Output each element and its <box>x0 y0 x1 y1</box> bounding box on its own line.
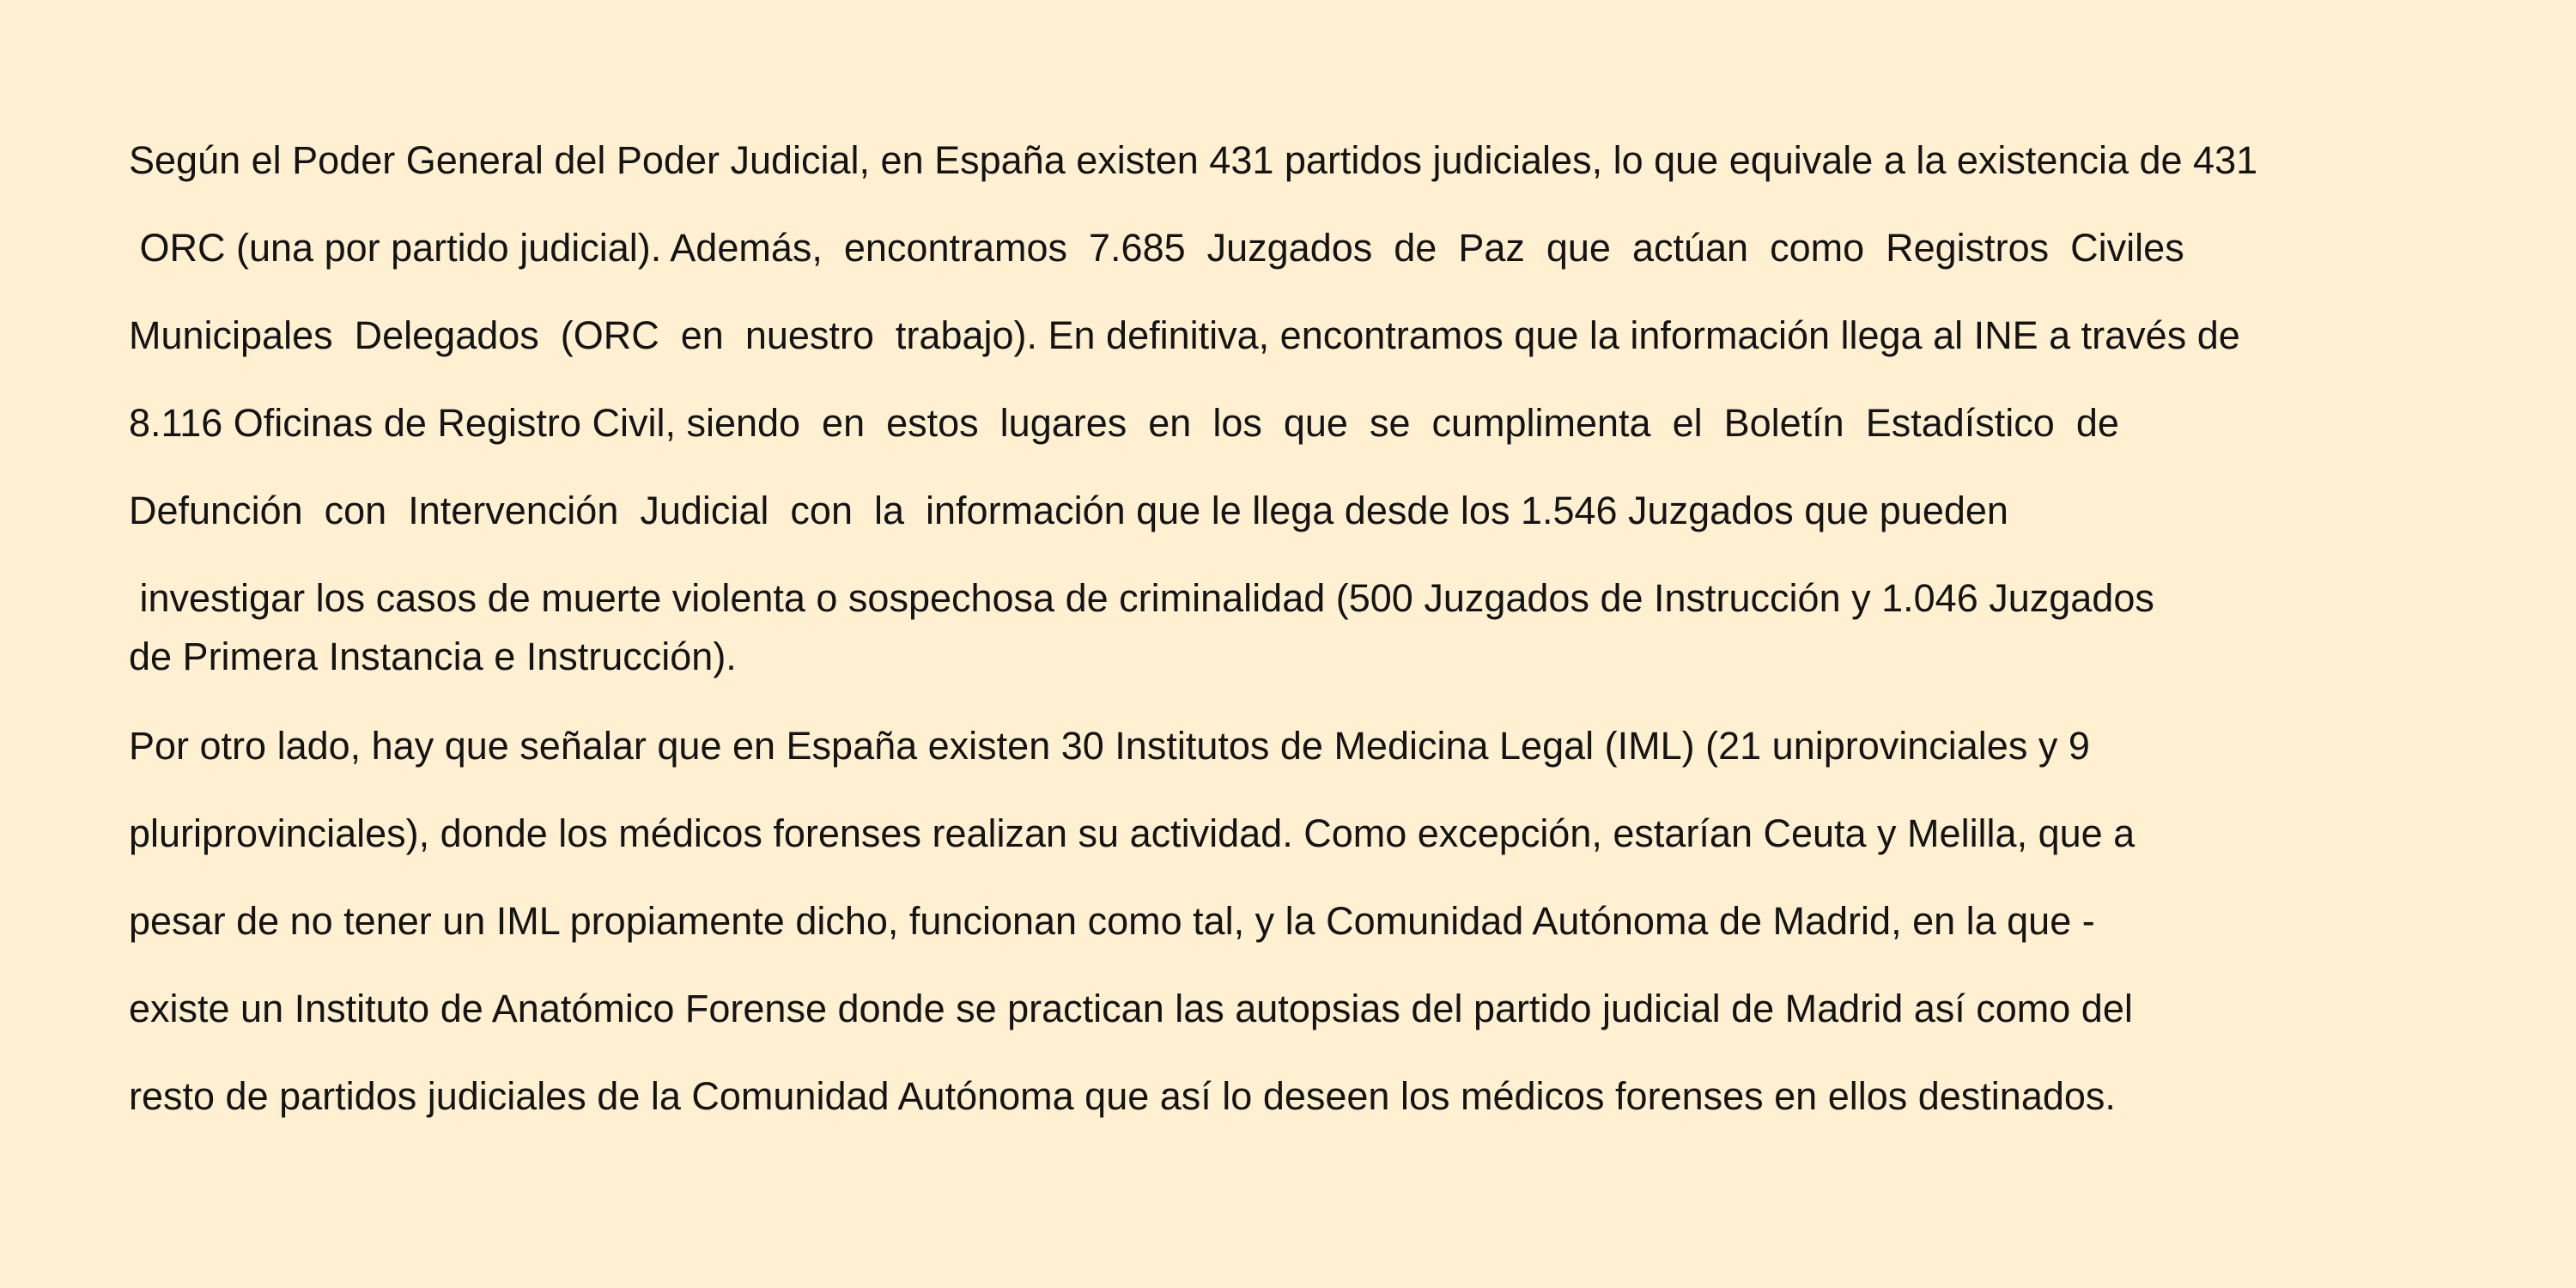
text-line: resto de partidos judiciales de la Comunidad Autónoma que así lo deseen los médicos forenses en ellos destinados. <box>129 1074 2116 1118</box>
text-line: pluriprovinciales), donde los médicos forenses realizan su actividad. Como excepción, estarían Ceuta y Melilla, que a <box>129 811 2136 855</box>
text-line: Por otro lado, hay que señalar que en España existen 30 Institutos de Medicina Legal (IML) (21 uniprovinciales y 9 <box>129 724 2090 768</box>
text-line: investigar los casos de muerte violenta o sospechosa de criminalidad (500 Juzgados de Instrucción y 1.046 Juzgados <box>129 576 2154 620</box>
text-line: de Primera Instancia e Instrucción). <box>129 635 737 678</box>
text-line: 8.116 Oficinas de Registro Civil, siendo en estos lugares en los que se cumplimenta el Boletín Estadístico de <box>129 401 2119 445</box>
text-line: Defunción con Intervención Judicial con la información que le llega desde los 1.546 Juzgados que pueden <box>129 489 2008 532</box>
text-line: ORC (una por partido judicial). Además, encontramos 7.685 Juzgados de Paz que actúan como Registros Civiles <box>129 226 2184 270</box>
text-line: Según el Poder General del Poder Judicial, en España existen 431 partidos judiciales, lo que equivale a la existencia de 431 <box>129 138 2258 182</box>
text-line: Municipales Delegados (ORC en nuestro trabajo). En definitiva, encontramos que la información llega al INE a través de <box>129 313 2240 357</box>
text-line: existe un Instituto de Anatómico Forense donde se practican las autopsias del partido judicial de Madrid así como del <box>129 987 2133 1030</box>
text-line: pesar de no tener un IML propiamente dicho, funcionan como tal, y la Comunidad Autónoma de Madrid, en la que - <box>129 899 2095 943</box>
